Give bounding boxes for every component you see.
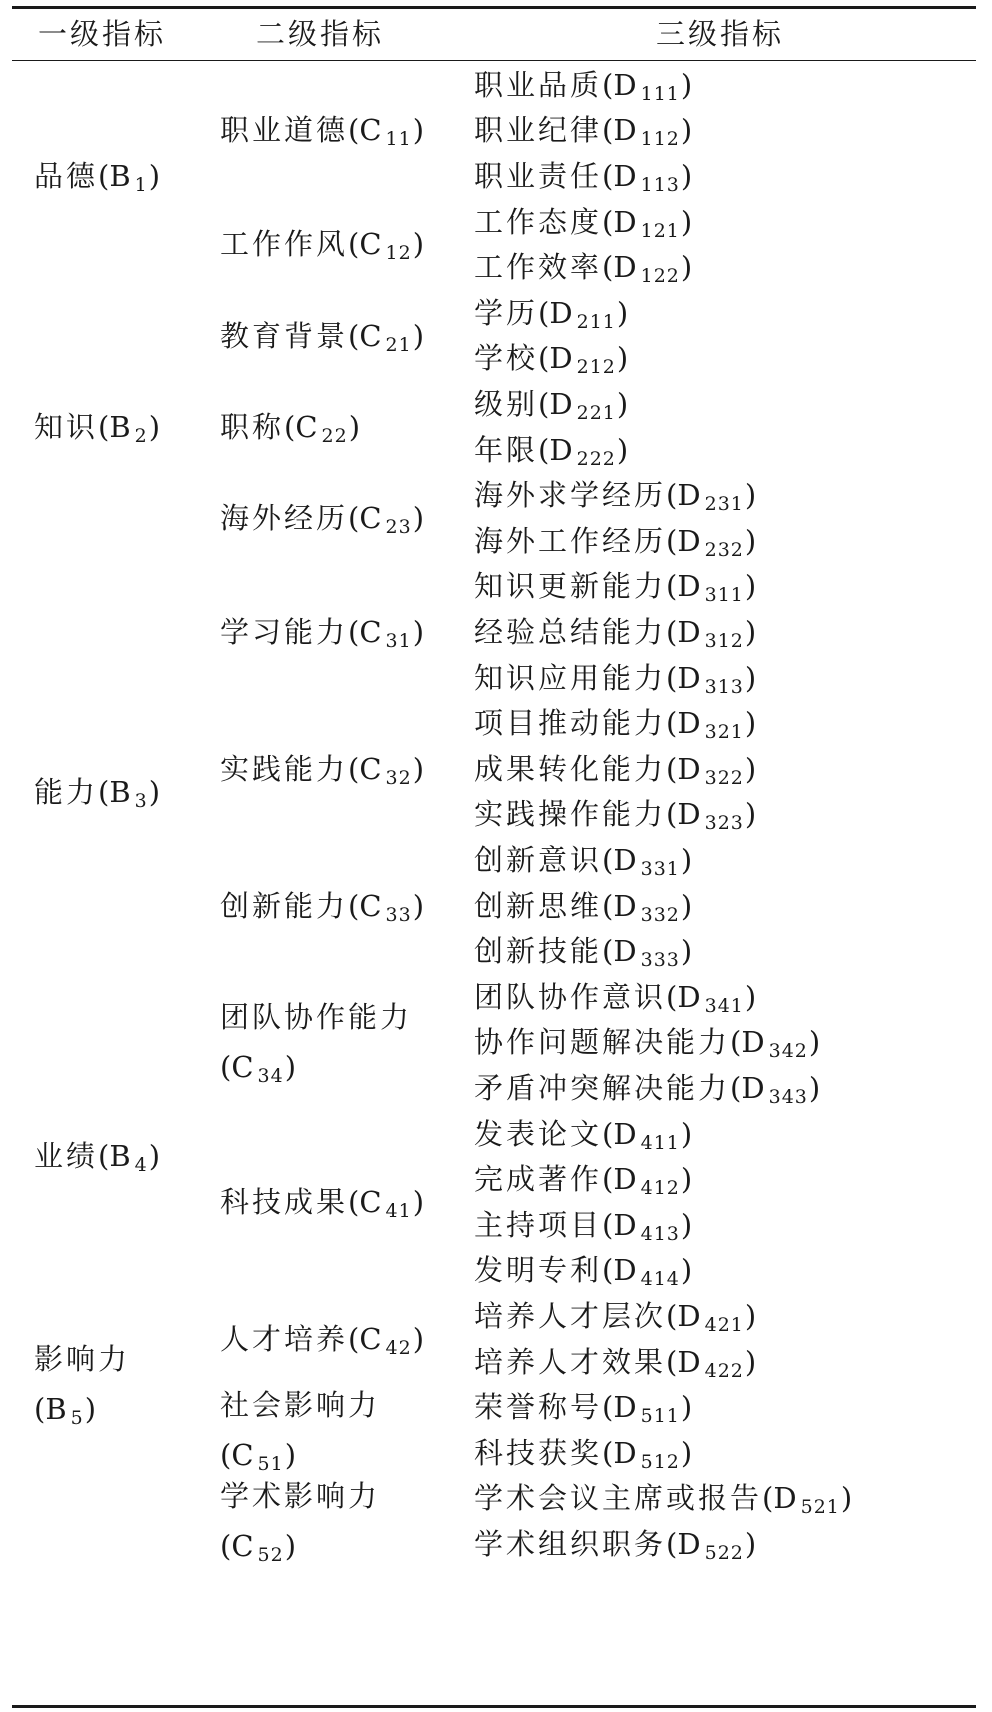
level2-indicator-open-paren: (: [348, 1185, 360, 1219]
level1-indicator-code: B: [109, 159, 134, 193]
level2-indicator-close-paren: ): [412, 501, 425, 535]
level3-indicator-subscript: 322: [704, 766, 744, 789]
level3-indicator-code: D: [677, 1344, 704, 1379]
level2-indicator-name: 社会影响力: [220, 1388, 381, 1422]
level3-indicator-code: D: [613, 1162, 640, 1197]
level2-indicator: [220, 881, 424, 935]
level1-indicator: [34, 767, 160, 821]
level3-indicator-name: 科技获奖: [474, 1435, 603, 1470]
level2-indicator-subscript: 11: [385, 128, 412, 151]
level3-indicator-close-paren: ): [744, 523, 757, 558]
level3-indicator-open-paren: (: [602, 934, 614, 969]
level2-indicator-code: C: [359, 1321, 385, 1356]
level2-indicator-name: 创新能力: [220, 888, 349, 923]
level3-indicator-code: D: [677, 478, 704, 513]
level3-indicator-name: 发表论文: [474, 1116, 603, 1151]
level3-indicator-close-paren: ): [744, 660, 757, 695]
level3-indicator-code: D: [677, 979, 704, 1014]
level2-indicator-code: C: [359, 615, 385, 649]
level3-indicator-subscript: 341: [704, 994, 744, 1017]
level3-indicator-subscript: 321: [704, 721, 744, 744]
level3-indicator-name: 学术组织职务: [474, 1527, 667, 1561]
level3-indicator-code: D: [613, 204, 640, 239]
level2-indicator-name: 工作作风: [220, 227, 349, 262]
level3-indicator-subscript: 414: [640, 1268, 680, 1291]
level2-indicator-open-paren: (: [348, 615, 360, 649]
level3-indicator-close-paren: ): [744, 979, 757, 1014]
level3-indicator-subscript: 323: [704, 812, 744, 835]
level3-indicator-open-paren: (: [730, 1071, 742, 1105]
level2-indicator-name: 海外经历: [220, 501, 349, 535]
level3-indicator-name: 培养人才层次: [474, 1299, 667, 1333]
level1-indicator-open-paren: (: [34, 1392, 46, 1427]
level2-indicator-open-paren: (: [348, 501, 360, 535]
level1-indicator-close-paren: ): [148, 409, 161, 444]
level3-indicator-open-paren: (: [602, 113, 614, 148]
level3-indicator-open-paren: (: [602, 159, 614, 193]
level3-indicator-close-paren: ): [680, 1116, 693, 1151]
level1-indicator: [34, 1131, 160, 1185]
level2-indicator: [220, 992, 412, 1092]
level3-indicator-subscript: 232: [704, 538, 744, 561]
level3-indicator-code: D: [741, 1071, 768, 1105]
level3-indicator-close-paren: ): [680, 843, 693, 877]
level1-indicator-name: 影响力: [34, 1342, 131, 1377]
level2-indicator-code: C: [231, 1529, 257, 1564]
level3-indicator-open-paren: (: [538, 432, 550, 467]
level3-indicator-code: D: [677, 660, 704, 695]
level3-indicator-close-paren: ): [616, 295, 629, 330]
level3-indicator-subscript: 332: [640, 903, 680, 926]
level2-indicator-open-paren: (: [348, 888, 360, 923]
level3-indicator-subscript: 112: [640, 128, 680, 151]
level1-indicator-code: B: [109, 1139, 134, 1174]
level3-indicator-close-paren: ): [680, 934, 693, 969]
level3-indicator-open-paren: (: [602, 250, 614, 285]
level3-indicator-subscript: 121: [640, 219, 680, 242]
level3-indicator-open-paren: (: [666, 478, 678, 513]
level3-indicator-open-paren: (: [666, 569, 678, 604]
level3-indicator-name: 学术会议主席或报告: [474, 1481, 763, 1516]
level2-indicator-close-paren: ): [412, 888, 425, 923]
level3-indicator-open-paren: (: [762, 1481, 774, 1516]
level3-indicator-open-paren: (: [666, 523, 678, 558]
level3-indicator-close-paren: ): [744, 797, 757, 832]
level2-indicator-open-paren: (: [348, 1321, 360, 1356]
level3-indicator-name: 创新意识: [474, 843, 603, 877]
level3-indicator-close-paren: ): [680, 1162, 693, 1197]
level3-indicator-open-paren: (: [602, 1207, 614, 1242]
level3-indicator-open-paren: (: [666, 979, 678, 1014]
level3-indicator-open-paren: (: [666, 1344, 678, 1379]
level2-indicator-code: C: [359, 113, 385, 148]
level2-indicator-close-paren: ): [284, 1050, 297, 1085]
level2-indicator-name: 教育背景: [220, 318, 349, 353]
level3-indicator-subscript: 511: [640, 1405, 680, 1428]
level3-indicator-close-paren: ): [616, 387, 629, 421]
level3-indicator-close-paren: ): [680, 67, 693, 102]
level2-indicator-code: C: [359, 751, 385, 786]
level3-indicator-open-paren: (: [602, 1162, 614, 1197]
level3-indicator-name: 工作效率: [474, 250, 603, 285]
level3-indicator-close-paren: ): [616, 432, 629, 467]
level3-indicator-close-paren: ): [744, 706, 757, 741]
level2-indicator-name: 职称: [220, 409, 285, 444]
level3-indicator-open-paren: (: [666, 660, 678, 695]
level3-indicator-open-paren: (: [666, 1299, 678, 1333]
level3-indicator-name: 海外工作经历: [474, 523, 667, 558]
level3-indicator-close-paren: ): [680, 1207, 693, 1242]
level3-indicator-code: D: [613, 159, 640, 193]
level3-indicator-name: 完成著作: [474, 1162, 603, 1197]
level2-indicator-open-paren: (: [220, 1529, 232, 1564]
level3-indicator-code: D: [677, 523, 704, 558]
level3-indicator-subscript: 422: [704, 1359, 744, 1382]
level3-indicator-code: D: [677, 1299, 704, 1333]
level3-indicator-open-paren: (: [602, 843, 614, 877]
level3-indicator-code: D: [549, 432, 576, 467]
level3-indicator-subscript: 211: [576, 310, 616, 333]
level3-indicator-open-paren: (: [666, 706, 678, 741]
level3-indicator-name: 协作问题解决能力: [474, 1025, 731, 1060]
level3-indicator-close-paren: ): [680, 1253, 693, 1288]
level3-indicator-code: D: [549, 387, 576, 421]
level1-indicator-subscript: 3: [134, 789, 148, 812]
level3-indicator-code: D: [613, 934, 640, 969]
level2-indicator-subscript: 31: [385, 630, 412, 652]
level2-indicator-code: C: [359, 227, 385, 262]
level3-indicator-open-paren: (: [602, 1253, 614, 1288]
level3-indicator-open-paren: (: [602, 67, 614, 102]
level3-indicator-subscript: 343: [768, 1086, 808, 1108]
level3-indicator-code: D: [741, 1025, 768, 1060]
level2-indicator-subscript: 42: [385, 1336, 412, 1359]
level2-indicator-open-paren: (: [220, 1050, 232, 1085]
level3-indicator-name: 职业责任: [474, 159, 603, 193]
level3-indicator-close-paren: ): [808, 1025, 821, 1060]
level1-indicator-name: 能力: [34, 774, 99, 809]
level2-indicator: [220, 744, 424, 798]
level3-indicator-close-paren: ): [744, 615, 757, 649]
level3-indicator-close-paren: ): [680, 113, 693, 148]
level1-indicator-open-paren: (: [98, 774, 110, 809]
table-bottom-rule: [12, 1705, 976, 1708]
level3-indicator-close-paren: ): [680, 204, 693, 239]
level1-indicator-name: 业绩: [34, 1139, 99, 1174]
level3-indicator-subscript: 311: [704, 584, 744, 607]
level3-indicator-name: 创新技能: [474, 934, 603, 969]
level3-indicator-name: 主持项目: [474, 1207, 603, 1242]
level2-indicator-open-paren: (: [348, 113, 360, 148]
level3-indicator-close-paren: ): [744, 1344, 757, 1379]
header-level3: 三级指标: [655, 17, 784, 51]
level2-indicator-subscript: 51: [257, 1453, 284, 1475]
level3-indicator-open-paren: (: [538, 341, 550, 376]
level2-indicator-line: [220, 1380, 380, 1430]
level3-indicator-open-paren: (: [538, 387, 550, 421]
level2-indicator-open-paren: (: [284, 409, 296, 444]
level3-indicator-open-paren: (: [666, 751, 678, 786]
level3-indicator-close-paren: ): [744, 569, 757, 604]
level3-indicator-subscript: 231: [704, 493, 744, 516]
level2-indicator-close-paren: ): [412, 318, 425, 353]
level2-indicator: [220, 219, 424, 273]
level1-indicator-open-paren: (: [98, 409, 110, 444]
level2-indicator: [220, 1471, 380, 1571]
level2-indicator-code: C: [231, 1438, 257, 1472]
level3-indicator-name: 知识应用能力: [474, 660, 667, 695]
level3-indicator-subscript: 111: [640, 82, 680, 105]
level3-indicator-name: 荣誉称号: [474, 1390, 603, 1425]
level3-indicator-subscript: 521: [800, 1496, 840, 1519]
level3-indicator-subscript: 122: [640, 265, 680, 288]
level3-indicator-name: 年限: [474, 432, 539, 467]
level1-indicator-name: 知识: [34, 409, 99, 444]
level2-indicator: [220, 105, 424, 159]
level1-indicator-subscript: 1: [134, 174, 148, 196]
level2-indicator-open-paren: (: [348, 751, 360, 786]
level3-indicator-name: 工作态度: [474, 204, 603, 239]
level2-indicator-name: 职业道德: [220, 113, 349, 148]
level2-indicator-close-paren: ): [412, 1185, 425, 1219]
level2-indicator-name: 学术影响力: [220, 1479, 381, 1514]
level3-indicator-name: 成果转化能力: [474, 751, 667, 786]
level3-indicator-subscript: 331: [640, 858, 680, 880]
level3-indicator-close-paren: ): [680, 250, 693, 285]
level3-indicator-open-paren: (: [666, 797, 678, 832]
level2-indicator-line: [220, 1042, 412, 1092]
level3-indicator-subscript: 412: [640, 1177, 680, 1200]
level3-indicator-close-paren: ): [680, 1390, 693, 1425]
level2-indicator-code: C: [359, 501, 385, 535]
level2-indicator-subscript: 12: [385, 242, 412, 265]
level2-indicator-subscript: 34: [257, 1065, 284, 1088]
level1-indicator-line: [34, 1384, 130, 1434]
level2-indicator-subscript: 32: [385, 766, 412, 789]
level2-indicator-close-paren: ): [284, 1529, 297, 1564]
level3-indicator-name: 知识更新能力: [474, 569, 667, 604]
level2-indicator-close-paren: ): [412, 751, 425, 786]
level3-indicator-open-paren: (: [538, 295, 550, 330]
level3-indicator-open-paren: (: [602, 1390, 614, 1425]
level3-indicator-close-paren: ): [680, 159, 693, 193]
level3-indicator-close-paren: ): [744, 1527, 757, 1561]
level3-indicator-code: D: [677, 751, 704, 786]
level3-indicator-open-paren: (: [602, 204, 614, 239]
level3-indicator-subscript: 312: [704, 630, 744, 652]
level3-indicator-name: 创新思维: [474, 888, 603, 923]
level2-indicator-open-paren: (: [348, 318, 360, 353]
level2-indicator-close-paren: ): [412, 615, 425, 649]
level3-indicator-code: D: [677, 569, 704, 604]
level3-indicator-code: D: [613, 843, 640, 877]
level3-indicator-close-paren: ): [744, 478, 757, 513]
level2-indicator-open-paren: (: [220, 1438, 232, 1472]
level1-indicator-close-paren: ): [148, 159, 161, 193]
level3-indicator-code: D: [613, 1253, 640, 1288]
level3-indicator-open-paren: (: [602, 1116, 614, 1151]
level3-indicator-subscript: 313: [704, 675, 744, 698]
level3-indicator-name: 实践操作能力: [474, 797, 667, 832]
level2-indicator-subscript: 22: [321, 424, 348, 447]
level3-indicator-code: D: [613, 1116, 640, 1151]
level3-indicator-close-paren: ): [808, 1071, 821, 1105]
level2-indicator-code: C: [231, 1050, 257, 1085]
level1-indicator-code: B: [45, 1392, 70, 1427]
level3-indicator-subscript: 222: [576, 447, 616, 470]
level2-indicator-code: C: [295, 409, 321, 444]
level2-indicator-close-paren: ): [412, 113, 425, 148]
level1-indicator-code: B: [109, 409, 134, 444]
level2-indicator-close-paren: ): [412, 1321, 425, 1356]
table-top-rule: [12, 6, 976, 9]
level3-indicator-name: 矛盾冲突解决能力: [474, 1071, 731, 1105]
level2-indicator-close-paren: ): [348, 409, 361, 444]
level1-indicator-code: B: [109, 774, 134, 809]
level3-indicator-code: D: [677, 1527, 704, 1561]
level3-indicator-open-paren: (: [602, 1435, 614, 1470]
level3-indicator-name: 海外求学经历: [474, 478, 667, 513]
level3-indicator-subscript: 522: [704, 1542, 744, 1564]
level3-indicator-subscript: 333: [640, 949, 680, 972]
level3-indicator-subscript: 342: [768, 1040, 808, 1063]
level1-indicator-open-paren: (: [98, 159, 110, 193]
level1-indicator: [34, 402, 160, 456]
level3-indicator-open-paren: (: [730, 1025, 742, 1060]
level3-indicator-code: D: [773, 1481, 800, 1516]
level2-indicator-subscript: 33: [385, 903, 412, 926]
level2-indicator-line: [220, 1521, 380, 1571]
level3-indicator-code: D: [613, 67, 640, 102]
level3-indicator-name: 发明专利: [474, 1253, 603, 1288]
level3-indicator-code: D: [549, 295, 576, 330]
level3-indicator-close-paren: ): [680, 1435, 693, 1470]
level3-indicator-code: D: [677, 615, 704, 649]
level3-indicator-code: D: [613, 250, 640, 285]
level1-indicator-close-paren: ): [84, 1392, 97, 1427]
level2-indicator-name: 学习能力: [220, 615, 349, 649]
level3-indicator-name: 项目推动能力: [474, 706, 667, 741]
level2-indicator-subscript: 41: [385, 1200, 412, 1222]
level2-indicator: [220, 311, 424, 365]
level2-indicator-subscript: 21: [385, 333, 412, 356]
level3-indicator-name: 经验总结能力: [474, 615, 667, 649]
level1-indicator-line: [34, 1334, 130, 1384]
level3-indicator-code: D: [613, 1207, 640, 1242]
level3-indicator-code: D: [677, 797, 704, 832]
level2-indicator-close-paren: ): [284, 1438, 297, 1472]
level3-indicator-close-paren: ): [616, 341, 629, 376]
level2-indicator-name: 团队协作能力: [220, 1000, 413, 1035]
level2-indicator: [220, 1314, 424, 1368]
level2-indicator-name: 科技成果: [220, 1185, 349, 1219]
level2-indicator-name: 实践能力: [220, 751, 349, 786]
level3-indicator-subscript: 413: [640, 1222, 680, 1245]
level2-indicator-open-paren: (: [348, 227, 360, 262]
level3-indicator-subscript: 512: [640, 1450, 680, 1473]
level1-indicator-name: 品德: [34, 159, 99, 193]
level2-indicator: [220, 607, 424, 661]
level1-indicator-subscript: 4: [134, 1154, 148, 1177]
level2-indicator: [220, 402, 360, 456]
level1-indicator: [34, 1334, 130, 1434]
level3-indicator-name: 团队协作意识: [474, 979, 667, 1014]
level3-indicator-subscript: 221: [576, 402, 616, 424]
level3-indicator-name: 级别: [474, 387, 539, 421]
level1-indicator-close-paren: ): [148, 774, 161, 809]
level3-indicator-subscript: 113: [640, 174, 680, 196]
header-level2: 二级指标: [255, 17, 384, 51]
level3-indicator-name: 职业纪律: [474, 113, 603, 148]
level3-indicator-name: 学校: [474, 341, 539, 376]
level3-indicator-close-paren: ): [680, 888, 693, 923]
level3-indicator-name: 学历: [474, 295, 539, 330]
level1-indicator-subscript: 5: [70, 1407, 84, 1430]
level3-indicator-code: D: [613, 1390, 640, 1425]
level2-indicator-name: 人才培养: [220, 1321, 349, 1356]
level3-indicator-code: D: [613, 1435, 640, 1470]
level3-indicator-code: D: [613, 888, 640, 923]
level3-indicator-code: D: [549, 341, 576, 376]
level3-indicator-open-paren: (: [666, 615, 678, 649]
level2-indicator-subscript: 23: [385, 516, 412, 538]
level2-indicator: [220, 493, 424, 547]
level2-indicator-close-paren: ): [412, 227, 425, 262]
level3-indicator-open-paren: (: [602, 888, 614, 923]
level3-indicator-name: 职业品质: [474, 67, 603, 102]
level2-indicator-line: [220, 992, 412, 1042]
level1-indicator-subscript: 2: [134, 424, 148, 447]
level2-indicator: [220, 1380, 380, 1480]
level3-indicator-open-paren: (: [666, 1527, 678, 1561]
level3-indicator-close-paren: ): [744, 751, 757, 786]
level1-indicator-open-paren: (: [98, 1139, 110, 1174]
level3-indicator-code: D: [613, 113, 640, 148]
level3-indicator-subscript: 411: [640, 1131, 680, 1154]
level3-indicator-close-paren: ): [744, 1299, 757, 1333]
level2-indicator: [220, 1177, 424, 1231]
level3-indicator: [474, 1519, 756, 1573]
level2-indicator-line: [220, 1471, 380, 1521]
level1-indicator: [34, 151, 160, 205]
level2-indicator-code: C: [359, 1185, 385, 1219]
level3-indicator-code: D: [677, 706, 704, 741]
level2-indicator-code: C: [359, 888, 385, 923]
level3-indicator-subscript: 212: [576, 356, 616, 379]
level3-indicator-close-paren: ): [840, 1481, 853, 1516]
level1-indicator-close-paren: ): [148, 1139, 161, 1174]
header-level1: 一级指标: [37, 17, 166, 51]
level3-indicator-subscript: 421: [704, 1314, 744, 1336]
level2-indicator-code: C: [359, 318, 385, 353]
level3-indicator-name: 培养人才效果: [474, 1344, 667, 1379]
level2-indicator-subscript: 52: [257, 1544, 284, 1567]
